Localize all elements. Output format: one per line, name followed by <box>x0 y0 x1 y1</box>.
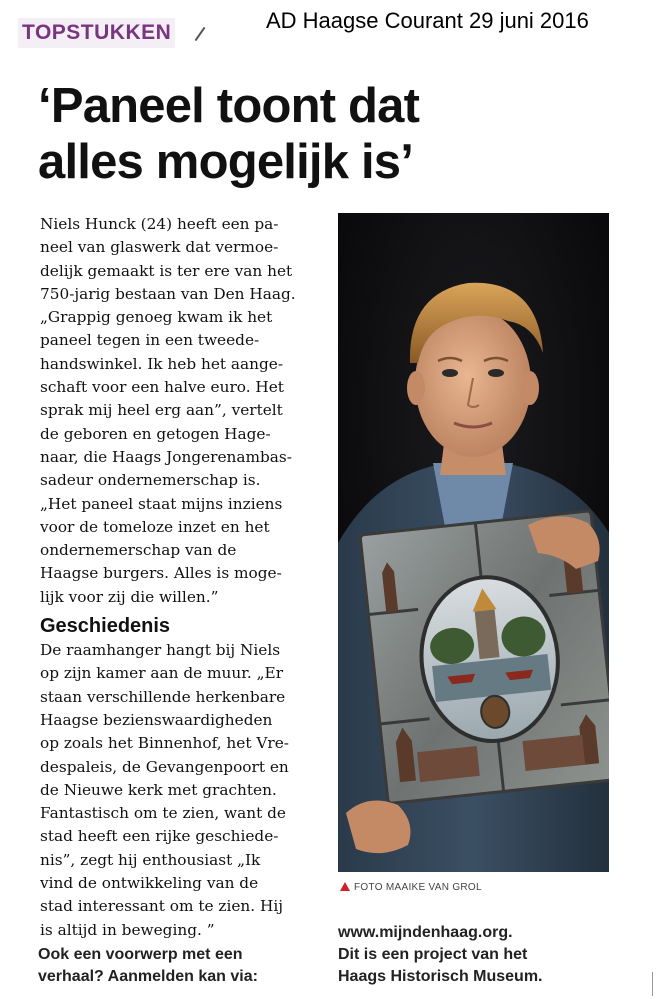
body-line: neel van glaswerk dat vermoe- <box>40 238 279 257</box>
section-tag: TOPSTUKKEN <box>18 18 175 48</box>
body-line: nis”, zegt hij enthousiast „Ik <box>40 850 261 869</box>
body-line: schaft voor een halve euro. Het <box>40 378 284 397</box>
body-line: despaleis, de Gevangenpoort en <box>40 757 289 776</box>
cta-line-1: Ook een voorwerp met een <box>38 946 243 963</box>
body-line: ondernemerschap van de <box>40 541 237 560</box>
body-line: naar, die Haags Jongerenambas- <box>40 447 292 466</box>
photo-credit <box>340 882 482 893</box>
source-line: AD Haagse Courant 29 juni 2016 <box>266 8 589 33</box>
body-line: De raamhanger hangt bij Niels <box>40 641 281 660</box>
body-line: staan verschillende herkenbare <box>40 687 286 706</box>
body-line: stad interessant om te zien. Hij <box>40 897 283 916</box>
project-line-3: Haags Historisch Museum. <box>338 968 543 985</box>
body-line: handswinkel. Ik heb het aange- <box>40 354 283 373</box>
paragraph-1 <box>40 213 330 609</box>
body-line: paneel tegen in een tweede- <box>40 331 260 350</box>
body-line: de geboren en getogen Hage- <box>40 424 271 443</box>
body-line: Haagse bezienswaardigheden <box>40 710 273 729</box>
headline-line-2: alles mogelijk is’ <box>38 135 414 189</box>
body-line: „Grappig genoeg kwam ik het <box>40 308 273 327</box>
cta-line-2: verhaal? Aanmelden kan via: <box>38 968 258 985</box>
subheading: Geschiedenis <box>40 615 171 638</box>
body-line: sadeur ondernemerschap is. <box>40 471 261 490</box>
article-photo <box>338 213 609 872</box>
body-line: stad heeft een rijke geschiede- <box>40 827 279 846</box>
body-line: delijk gemaakt is ter ere van het <box>40 261 293 280</box>
page-edge-mark <box>652 972 663 996</box>
body-line: vind de ontwikkeling van de <box>40 874 259 893</box>
body-line: is altijd in beweging. ” <box>40 920 215 939</box>
headline <box>38 78 558 190</box>
body-line: op zijn kamer aan de muur. „Er <box>40 664 284 683</box>
project-info <box>338 922 638 988</box>
body-line: voor de tomeloze inzet en het <box>40 517 270 536</box>
body-line: 750-jarig bestaan van Den Haag. <box>40 284 296 303</box>
paragraph-2 <box>40 639 330 942</box>
headline-line-1: ‘Paneel toont dat <box>38 79 420 133</box>
body-line: Niels Hunck (24) heeft een pa- <box>40 215 279 233</box>
call-to-action <box>38 944 328 988</box>
body-line: „Het paneel staat mijns inziens <box>40 494 283 513</box>
body-line: Haagse burgers. Alles is moge- <box>40 564 282 583</box>
photo-illustration <box>338 213 609 872</box>
website-link[interactable]: www.mijndenhaag.org. <box>338 924 513 941</box>
body-line: op zoals het Binnenhof, het Vre- <box>40 734 289 753</box>
body-line: lijk voor zij die willen.” <box>40 587 219 606</box>
photo-credit-text: FOTO MAAIKE VAN GROL <box>354 882 482 893</box>
project-line-2: Dit is een project van het <box>338 946 528 963</box>
body-line: de Nieuwe kerk met grachten. <box>40 780 277 799</box>
body-line: Fantastisch om te zien, want de <box>40 804 286 823</box>
triangle-marker-icon <box>340 882 350 891</box>
section-slash-divider <box>195 27 206 41</box>
body-line: sprak mij heel erg aan”, vertelt <box>40 401 283 420</box>
article-body <box>40 213 330 942</box>
